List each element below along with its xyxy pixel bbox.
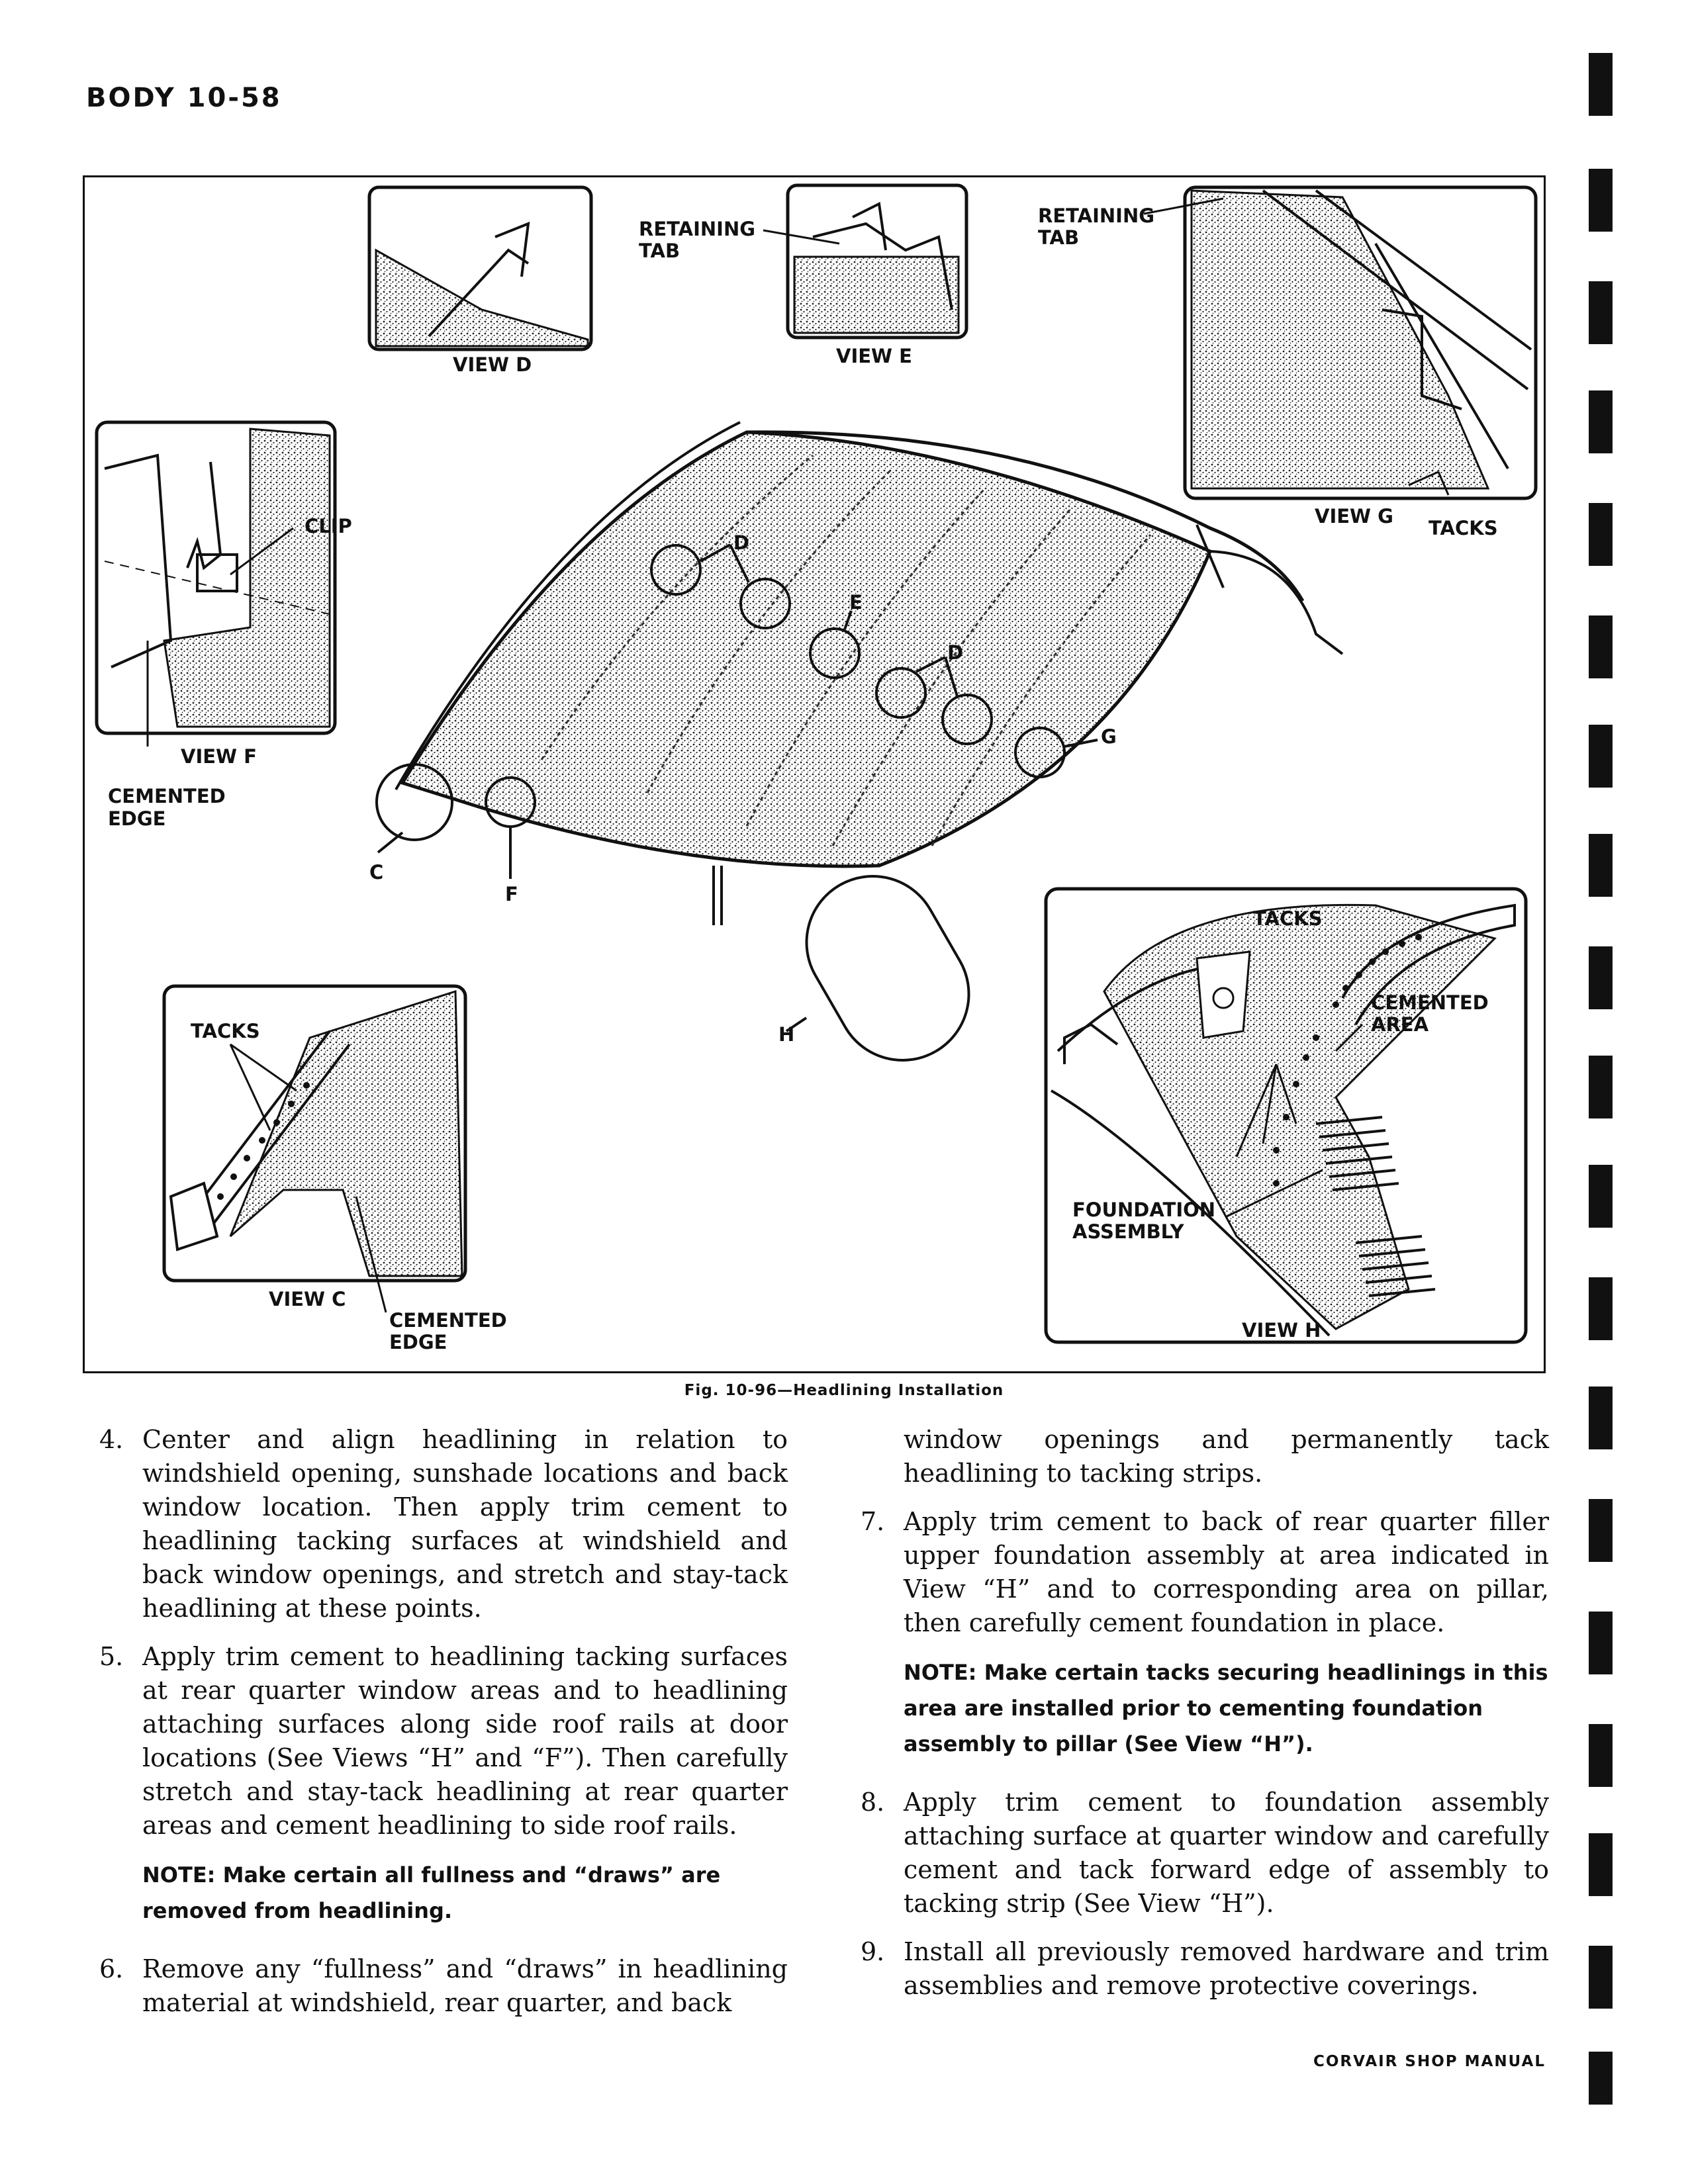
step-number: 9. xyxy=(861,1937,885,1966)
label-cemented-area-2: AREA xyxy=(1371,1013,1429,1036)
label-retaining-tab-g: RETAINING xyxy=(1038,205,1155,227)
label-callout-c: C xyxy=(369,861,384,884)
step-9 xyxy=(861,1935,1549,2003)
step-text: Center and align headlining in relation to windshield opening, sunshade locations and back window location. Then apply trim cement to headlining tacking surfaces at windshield and back window openings, and stretch and stay-tack headlining at these points. xyxy=(142,1425,788,1623)
page-footer: CORVAIR SHOP MANUAL xyxy=(1313,2053,1546,2070)
step-text: Apply trim cement to headlining tacking surfaces at rear quarter window areas and to headlining attaching surfaces along side roof rails at door locations (See Views “H” and “F”). Then carefully stretch and stay-tack headlining at rear quarter areas and cement headlining to side roof rails. xyxy=(142,1642,788,1840)
label-view-c: VIEW C xyxy=(269,1288,346,1310)
step-number: 7. xyxy=(861,1507,885,1536)
left-column xyxy=(99,1423,788,2034)
label-callout-g: G xyxy=(1101,725,1117,748)
label-view-g: VIEW G xyxy=(1315,505,1393,527)
label-clip: CLIP xyxy=(305,515,352,537)
step-number: 6. xyxy=(99,1954,124,1983)
step-4 xyxy=(99,1423,788,1625)
step-7 xyxy=(861,1505,1549,1640)
headlining-figure xyxy=(83,175,1546,1373)
label-tacks-c: TACKS xyxy=(191,1020,260,1042)
label-view-e: VIEW E xyxy=(836,345,912,367)
step-6 xyxy=(99,1952,788,2020)
label-retaining-tab-g-2: TAB xyxy=(1038,226,1080,249)
step-number: 4. xyxy=(99,1425,124,1454)
label-cemented-edge-c-2: EDGE xyxy=(389,1331,447,1353)
label-foundation-2: ASSEMBLY xyxy=(1072,1220,1184,1243)
label-callout-e: E xyxy=(849,591,863,614)
step-text: Apply trim cement to back of rear quarter filler upper foundation assembly at area indicated in View “H” and to corresponding area on pillar, then carefully cement foundation in place. xyxy=(904,1507,1549,1637)
label-retaining-tab-e: RETAINING xyxy=(639,218,756,240)
label-foundation: FOUNDATION xyxy=(1072,1199,1216,1221)
label-tacks-h: TACKS xyxy=(1253,907,1323,930)
step-5 xyxy=(99,1640,788,1843)
step-6-continued: window openings and permanently tack headlining to tacking strips. xyxy=(904,1425,1549,1488)
label-tacks-g: TACKS xyxy=(1429,517,1498,539)
label-callout-d1: D xyxy=(733,531,750,554)
view-f-drawing xyxy=(97,422,335,747)
step-number: 8. xyxy=(861,1788,885,1817)
view-g-drawing xyxy=(1144,187,1536,498)
step-8 xyxy=(861,1786,1549,1921)
label-cemented-edge-c: CEMENTED xyxy=(389,1309,507,1332)
label-retaining-tab-e-2: TAB xyxy=(639,240,680,262)
label-callout-d2: D xyxy=(947,641,964,664)
view-h-drawing xyxy=(1046,889,1526,1342)
label-cemented-edge-f: CEMENTED xyxy=(108,785,226,807)
note-fullness: NOTE: Make certain all fullness and “draws” are removed from headlining. xyxy=(142,1862,721,1923)
label-view-h: VIEW H xyxy=(1242,1319,1321,1342)
label-view-d: VIEW D xyxy=(453,353,532,376)
note-tacks: NOTE: Make certain tacks securing headlinings in this area are installed prior to cementing foundation assembly to pillar (See View “H”). xyxy=(904,1660,1548,1756)
step-number: 5. xyxy=(99,1642,124,1671)
margin-registration-bars xyxy=(1589,53,1615,2105)
label-view-f: VIEW F xyxy=(181,745,257,768)
label-cemented-edge-f-2: EDGE xyxy=(108,807,166,830)
right-column xyxy=(861,1423,1549,2017)
page-header: BODY 10-58 xyxy=(86,83,282,113)
step-text: Remove any “fullness” and “draws” in headlining material at windshield, rear quarter, and back xyxy=(142,1954,788,2017)
label-callout-h: H xyxy=(778,1023,795,1046)
figure-drawing xyxy=(85,177,1548,1375)
label-cemented-area: CEMENTED xyxy=(1371,991,1489,1014)
view-e-drawing xyxy=(763,185,966,338)
step-text: Install all previously removed hardware and trim assemblies and remove protective coverings. xyxy=(904,1937,1549,2000)
step-text: Apply trim cement to foundation assembly attaching surface at quarter window and carefully cement and tack forward edge of assembly to tacking strip (See View “H”). xyxy=(904,1788,1549,1918)
figure-caption: Fig. 10-96—Headlining Installation xyxy=(684,1382,1004,1399)
label-callout-f: F xyxy=(505,883,518,905)
view-d-drawing xyxy=(369,187,591,349)
